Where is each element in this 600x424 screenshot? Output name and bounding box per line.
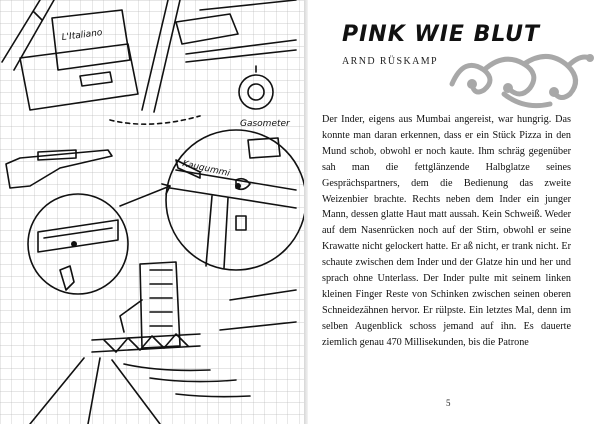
page-number: 5 [446,398,451,408]
label-italiano: L'Italiano [61,28,103,43]
label-kaugummi: Kaugummi [181,159,231,179]
author-name: ARND RÜSKAMP [342,56,438,67]
flourish-ornament-icon [444,44,594,114]
story-title: PINK WIE BLUT [342,22,541,47]
label-gasometer: Gasometer [240,119,290,129]
story-body: Der Inder, eigens aus Mumbai angereist, war hungrig. Das konnte man daran erkennen, dass er ein Stück Pizza in den Mund schob, obwohl er noch kaute. Ihm schräg gegenüber sah man die fettglänzende Halbglatze seines Gesprächspartners, dem die Bedienung das zweite Weizenbier brachte. Rechts neben dem Inder ein junger Mann, dessen glatte Haut matt aussah. Kein Schweiß. Weder auf dem Nasenrücken noch auf der Stirn, obwohl er seine Krawatte nicht gelockert hatte. Er aß nicht, er trank nicht. Er schaute zwischen dem Inder und der Glatze hin und her und sprach ohne Unterlass. Der Inder pulte mit seinem linken kleinen Finger Reste von Schinken zwischen seinen oberen Schneidezähnen hervor. Er rülpste. Ein letztes Mal, denn im selben Augenblick schoss jemand auf ihn. Es dauerte ziemlich genau 470 Millisekunden, bis die Patrone [322,114,571,348]
text-page [308,0,600,424]
